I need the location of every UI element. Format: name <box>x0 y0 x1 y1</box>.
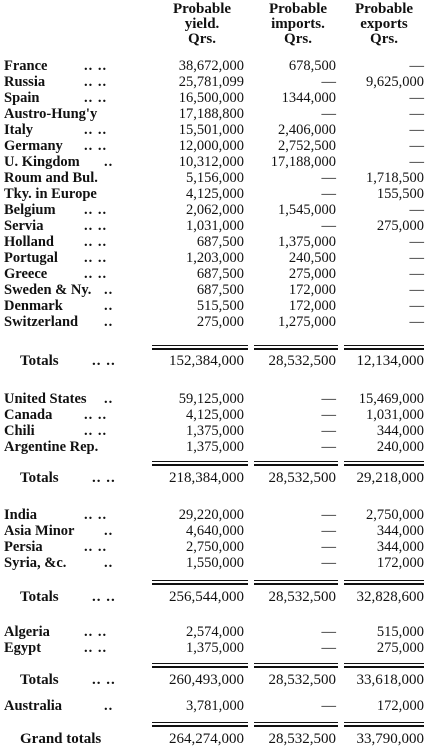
country-name: Argentine Rep. <box>4 439 99 455</box>
imports-value: — <box>321 186 336 202</box>
exports-value: 2,750,000 <box>366 507 424 523</box>
rule-line <box>344 663 424 664</box>
exports-value: 1,718,500 <box>366 170 424 186</box>
exports-value: — <box>409 154 424 170</box>
yield-value: 264,274,000 <box>169 731 244 747</box>
table-row <box>0 122 428 138</box>
country-name: Persia <box>4 539 43 555</box>
imports-value: — <box>321 391 336 407</box>
table-row <box>0 523 428 539</box>
yield-value: 10,312,000 <box>178 154 244 170</box>
section-rule <box>0 663 428 667</box>
leader-dots: .. .. <box>84 58 108 74</box>
table-row <box>0 202 428 218</box>
leader-dots: .. .. <box>92 470 116 486</box>
imports-value: 2,406,000 <box>278 122 336 138</box>
totals-row <box>0 731 428 747</box>
yield-value: 15,501,000 <box>178 122 244 138</box>
table-row <box>0 138 428 154</box>
exports-value: 344,000 <box>376 523 424 539</box>
exports-value: — <box>409 298 424 314</box>
yield-value: 218,384,000 <box>169 470 244 486</box>
table-row <box>0 186 428 202</box>
rule-line <box>344 722 424 723</box>
country-name: France <box>4 58 48 74</box>
leader-dots: .. <box>104 523 114 539</box>
rule-line <box>344 464 424 466</box>
table-row <box>0 314 428 330</box>
country-name: Germany <box>4 138 63 154</box>
totals-label: Grand totals <box>20 731 102 747</box>
country-name: Roum and Bul. <box>4 170 98 186</box>
totals-label: Totals <box>20 589 59 605</box>
yield-value: 3,781,000 <box>186 698 244 714</box>
rule-line <box>254 722 338 723</box>
rule-line <box>152 725 248 727</box>
table-row <box>0 106 428 122</box>
rule-line <box>254 663 338 664</box>
exports-value: — <box>409 58 424 74</box>
country-name: Syria, &c. <box>4 555 67 571</box>
rule-line <box>152 583 248 585</box>
table-row <box>0 250 428 266</box>
table-row <box>0 640 428 656</box>
rule-line <box>254 345 338 346</box>
yield-value: 1,031,000 <box>186 218 244 234</box>
rule-line <box>254 583 338 585</box>
country-name: Austro-Hung'y <box>4 106 98 122</box>
exports-value: 275,000 <box>376 218 424 234</box>
exports-value: — <box>409 202 424 218</box>
country-name: Algeria <box>4 624 50 640</box>
yield-value: 687,500 <box>196 266 244 282</box>
exports-value: — <box>409 282 424 298</box>
yield-value: 12,000,000 <box>178 138 244 154</box>
rule-line <box>152 345 248 346</box>
leader-dots: .. .. <box>84 90 108 106</box>
header-yield <box>152 2 252 47</box>
imports-value: 28,532,500 <box>268 589 336 605</box>
imports-value: 28,532,500 <box>268 470 336 486</box>
country-name: Servia <box>4 218 44 234</box>
leader-dots: .. <box>104 298 114 314</box>
imports-value: — <box>321 507 336 523</box>
exports-value: 12,134,000 <box>356 353 424 369</box>
leader-dots: .. .. <box>92 672 116 688</box>
imports-value: — <box>321 523 336 539</box>
yield-value: 1,375,000 <box>186 640 244 656</box>
imports-value: — <box>321 407 336 423</box>
totals-row <box>0 470 428 486</box>
imports-value: 172,000 <box>288 282 336 298</box>
leader-dots: .. .. <box>84 250 108 266</box>
leader-dots: .. .. <box>84 507 108 523</box>
rule-line <box>254 666 338 668</box>
country-name: Canada <box>4 407 53 423</box>
country-name: Sweden & Ny. <box>4 282 92 298</box>
yield-value: 275,000 <box>196 314 244 330</box>
exports-value: 344,000 <box>376 539 424 555</box>
table-row <box>0 266 428 282</box>
column-headers <box>0 2 428 58</box>
leader-dots: .. <box>104 698 114 714</box>
exports-value: 172,000 <box>376 698 424 714</box>
header-line: exports <box>360 16 408 32</box>
imports-value: — <box>321 170 336 186</box>
totals-label: Totals <box>20 470 59 486</box>
country-name: Denmark <box>4 298 63 314</box>
table-row <box>0 298 428 314</box>
yield-value: 515,500 <box>196 298 244 314</box>
rule-line <box>152 666 248 668</box>
imports-value: 2,752,500 <box>278 138 336 154</box>
yield-value: 4,125,000 <box>186 407 244 423</box>
yield-value: 256,544,000 <box>169 589 244 605</box>
exports-value: 275,000 <box>376 640 424 656</box>
leader-dots: .. .. <box>92 353 116 369</box>
rule-line <box>254 725 338 727</box>
yield-value: 1,203,000 <box>186 250 244 266</box>
table-row <box>0 282 428 298</box>
exports-value: — <box>409 90 424 106</box>
exports-value: 29,218,000 <box>356 470 424 486</box>
imports-value: 1,275,000 <box>278 314 336 330</box>
totals-row <box>0 589 428 605</box>
imports-value: 17,188,000 <box>270 154 336 170</box>
header-line: Probable <box>354 1 414 17</box>
country-name: Italy <box>4 122 33 138</box>
leader-dots: .. .. <box>84 122 108 138</box>
yield-value: 5,156,000 <box>186 170 244 186</box>
header-line: Qrs. <box>188 31 216 47</box>
section-rule <box>0 345 428 349</box>
leader-dots: .. .. <box>84 138 108 154</box>
rule-line <box>152 663 248 664</box>
imports-value: 1344,000 <box>281 90 336 106</box>
rule-line <box>344 348 424 350</box>
leader-dots: .. .. <box>84 234 108 250</box>
leader-dots: .. <box>104 391 114 407</box>
imports-value: — <box>321 555 336 571</box>
yield-value: 17,188,800 <box>178 106 244 122</box>
header-imports <box>252 2 344 47</box>
exports-value: 33,790,000 <box>356 731 424 747</box>
yield-value: 38,672,000 <box>178 58 244 74</box>
imports-value: 678,500 <box>288 58 336 74</box>
imports-value: 1,545,000 <box>278 202 336 218</box>
country-name: U. Kingdom <box>4 154 80 170</box>
exports-value: — <box>409 250 424 266</box>
exports-value: — <box>409 234 424 250</box>
leader-dots: .. .. <box>84 539 108 555</box>
yield-value: 1,375,000 <box>186 423 244 439</box>
exports-value: — <box>409 138 424 154</box>
leader-dots: .. .. <box>84 202 108 218</box>
exports-value: — <box>409 266 424 282</box>
rule-line <box>152 722 248 723</box>
imports-value: — <box>321 539 336 555</box>
leader-dots: .. .. <box>84 423 108 439</box>
yield-value: 687,500 <box>196 282 244 298</box>
table-row <box>0 423 428 439</box>
header-line: imports. <box>271 16 325 32</box>
leader-dots: .. .. <box>92 589 116 605</box>
section-rule <box>0 580 428 584</box>
country-name: United States <box>4 391 87 407</box>
yield-value: 152,384,000 <box>169 353 244 369</box>
yield-value: 16,500,000 <box>178 90 244 106</box>
imports-value: 28,532,500 <box>268 353 336 369</box>
leader-dots: .. .. <box>84 407 108 423</box>
yield-value: 2,750,000 <box>186 539 244 555</box>
country-name: Greece <box>4 266 48 282</box>
rule-line <box>152 580 248 581</box>
header-line: Qrs. <box>370 31 398 47</box>
imports-value: — <box>321 624 336 640</box>
exports-value: 240,000 <box>376 439 424 455</box>
country-name: Portugal <box>4 250 58 266</box>
rule-line <box>344 580 424 581</box>
leader-dots: .. .. <box>84 624 108 640</box>
country-name: Russia <box>4 74 46 90</box>
table-row <box>0 170 428 186</box>
totals-label: Totals <box>20 353 59 369</box>
header-line: Qrs. <box>284 31 312 47</box>
imports-value: — <box>321 106 336 122</box>
imports-value: 172,000 <box>288 298 336 314</box>
yield-value: 59,125,000 <box>178 391 244 407</box>
header-line: Probable <box>268 1 328 17</box>
imports-value: 28,532,500 <box>268 672 336 688</box>
imports-value: — <box>321 439 336 455</box>
imports-value: 275,000 <box>288 266 336 282</box>
rule-line <box>152 464 248 466</box>
yield-value: 2,062,000 <box>186 202 244 218</box>
table-row <box>0 507 428 523</box>
country-name: Tky. in Europe <box>4 186 97 202</box>
table-row <box>0 407 428 423</box>
rule-line <box>344 725 424 727</box>
leader-dots: .. <box>104 555 114 571</box>
leader-dots: .. .. <box>84 218 108 234</box>
rule-line <box>344 666 424 668</box>
rule-line <box>254 461 338 462</box>
country-name: Australia <box>4 698 62 714</box>
totals-row <box>0 353 428 369</box>
exports-value: 344,000 <box>376 423 424 439</box>
yield-value: 2,574,000 <box>186 624 244 640</box>
exports-value: — <box>409 314 424 330</box>
rule-line <box>254 580 338 581</box>
country-name: Holland <box>4 234 54 250</box>
exports-value: 515,000 <box>376 624 424 640</box>
imports-value: 28,532,500 <box>268 731 336 747</box>
table-row <box>0 698 428 714</box>
country-name: Switzerland <box>4 314 79 330</box>
country-name: Belgium <box>4 202 56 218</box>
rule-line <box>344 461 424 462</box>
table-row <box>0 74 428 90</box>
imports-value: — <box>321 218 336 234</box>
table-row <box>0 555 428 571</box>
table-row <box>0 58 428 74</box>
imports-value: — <box>321 698 336 714</box>
leader-dots: .. <box>104 282 114 298</box>
totals-row <box>0 672 428 688</box>
header-line: yield. <box>184 16 220 32</box>
imports-value: 240,500 <box>288 250 336 266</box>
table-row <box>0 218 428 234</box>
imports-value: — <box>321 640 336 656</box>
leader-dots: .. .. <box>84 640 108 656</box>
rule-line <box>152 348 248 350</box>
table-row <box>0 234 428 250</box>
header-line: Probable <box>172 1 232 17</box>
country-name: Egypt <box>4 640 42 656</box>
exports-value: 15,469,000 <box>358 391 424 407</box>
yield-value: 4,640,000 <box>186 523 244 539</box>
table-row <box>0 624 428 640</box>
exports-value: — <box>409 122 424 138</box>
leader-dots: .. .. <box>84 74 108 90</box>
rule-line <box>344 583 424 585</box>
table-row <box>0 539 428 555</box>
yield-value: 29,220,000 <box>178 507 244 523</box>
yield-value: 1,375,000 <box>186 439 244 455</box>
exports-value: — <box>409 106 424 122</box>
header-exports <box>342 2 426 47</box>
exports-value: 33,618,000 <box>356 672 424 688</box>
yield-value: 1,550,000 <box>186 555 244 571</box>
yield-value: 260,493,000 <box>169 672 244 688</box>
country-name: Asia Minor <box>4 523 75 539</box>
yield-value: 687,500 <box>196 234 244 250</box>
yield-value: 25,781,099 <box>178 74 244 90</box>
section-rule <box>0 722 428 726</box>
rule-line <box>344 345 424 346</box>
table-row <box>0 439 428 455</box>
table-row <box>0 154 428 170</box>
exports-value: 172,000 <box>376 555 424 571</box>
totals-label: Totals <box>20 672 59 688</box>
table-row <box>0 90 428 106</box>
imports-value: 1,375,000 <box>278 234 336 250</box>
table-row <box>0 391 428 407</box>
exports-value: 155,500 <box>376 186 424 202</box>
imports-value: — <box>321 423 336 439</box>
exports-value: 32,828,600 <box>356 589 424 605</box>
yield-value: 4,125,000 <box>186 186 244 202</box>
country-name: India <box>4 507 38 523</box>
section-rule <box>0 461 428 465</box>
country-name: Chili <box>4 423 35 439</box>
rule-line <box>254 464 338 466</box>
imports-value: — <box>321 74 336 90</box>
exports-value: 9,625,000 <box>366 74 424 90</box>
leader-dots: .. <box>104 314 114 330</box>
rule-line <box>152 461 248 462</box>
country-name: Spain <box>4 90 40 106</box>
exports-value: 1,031,000 <box>366 407 424 423</box>
leader-dots: .. <box>104 154 114 170</box>
leader-dots: .. .. <box>84 266 108 282</box>
rule-line <box>254 348 338 350</box>
